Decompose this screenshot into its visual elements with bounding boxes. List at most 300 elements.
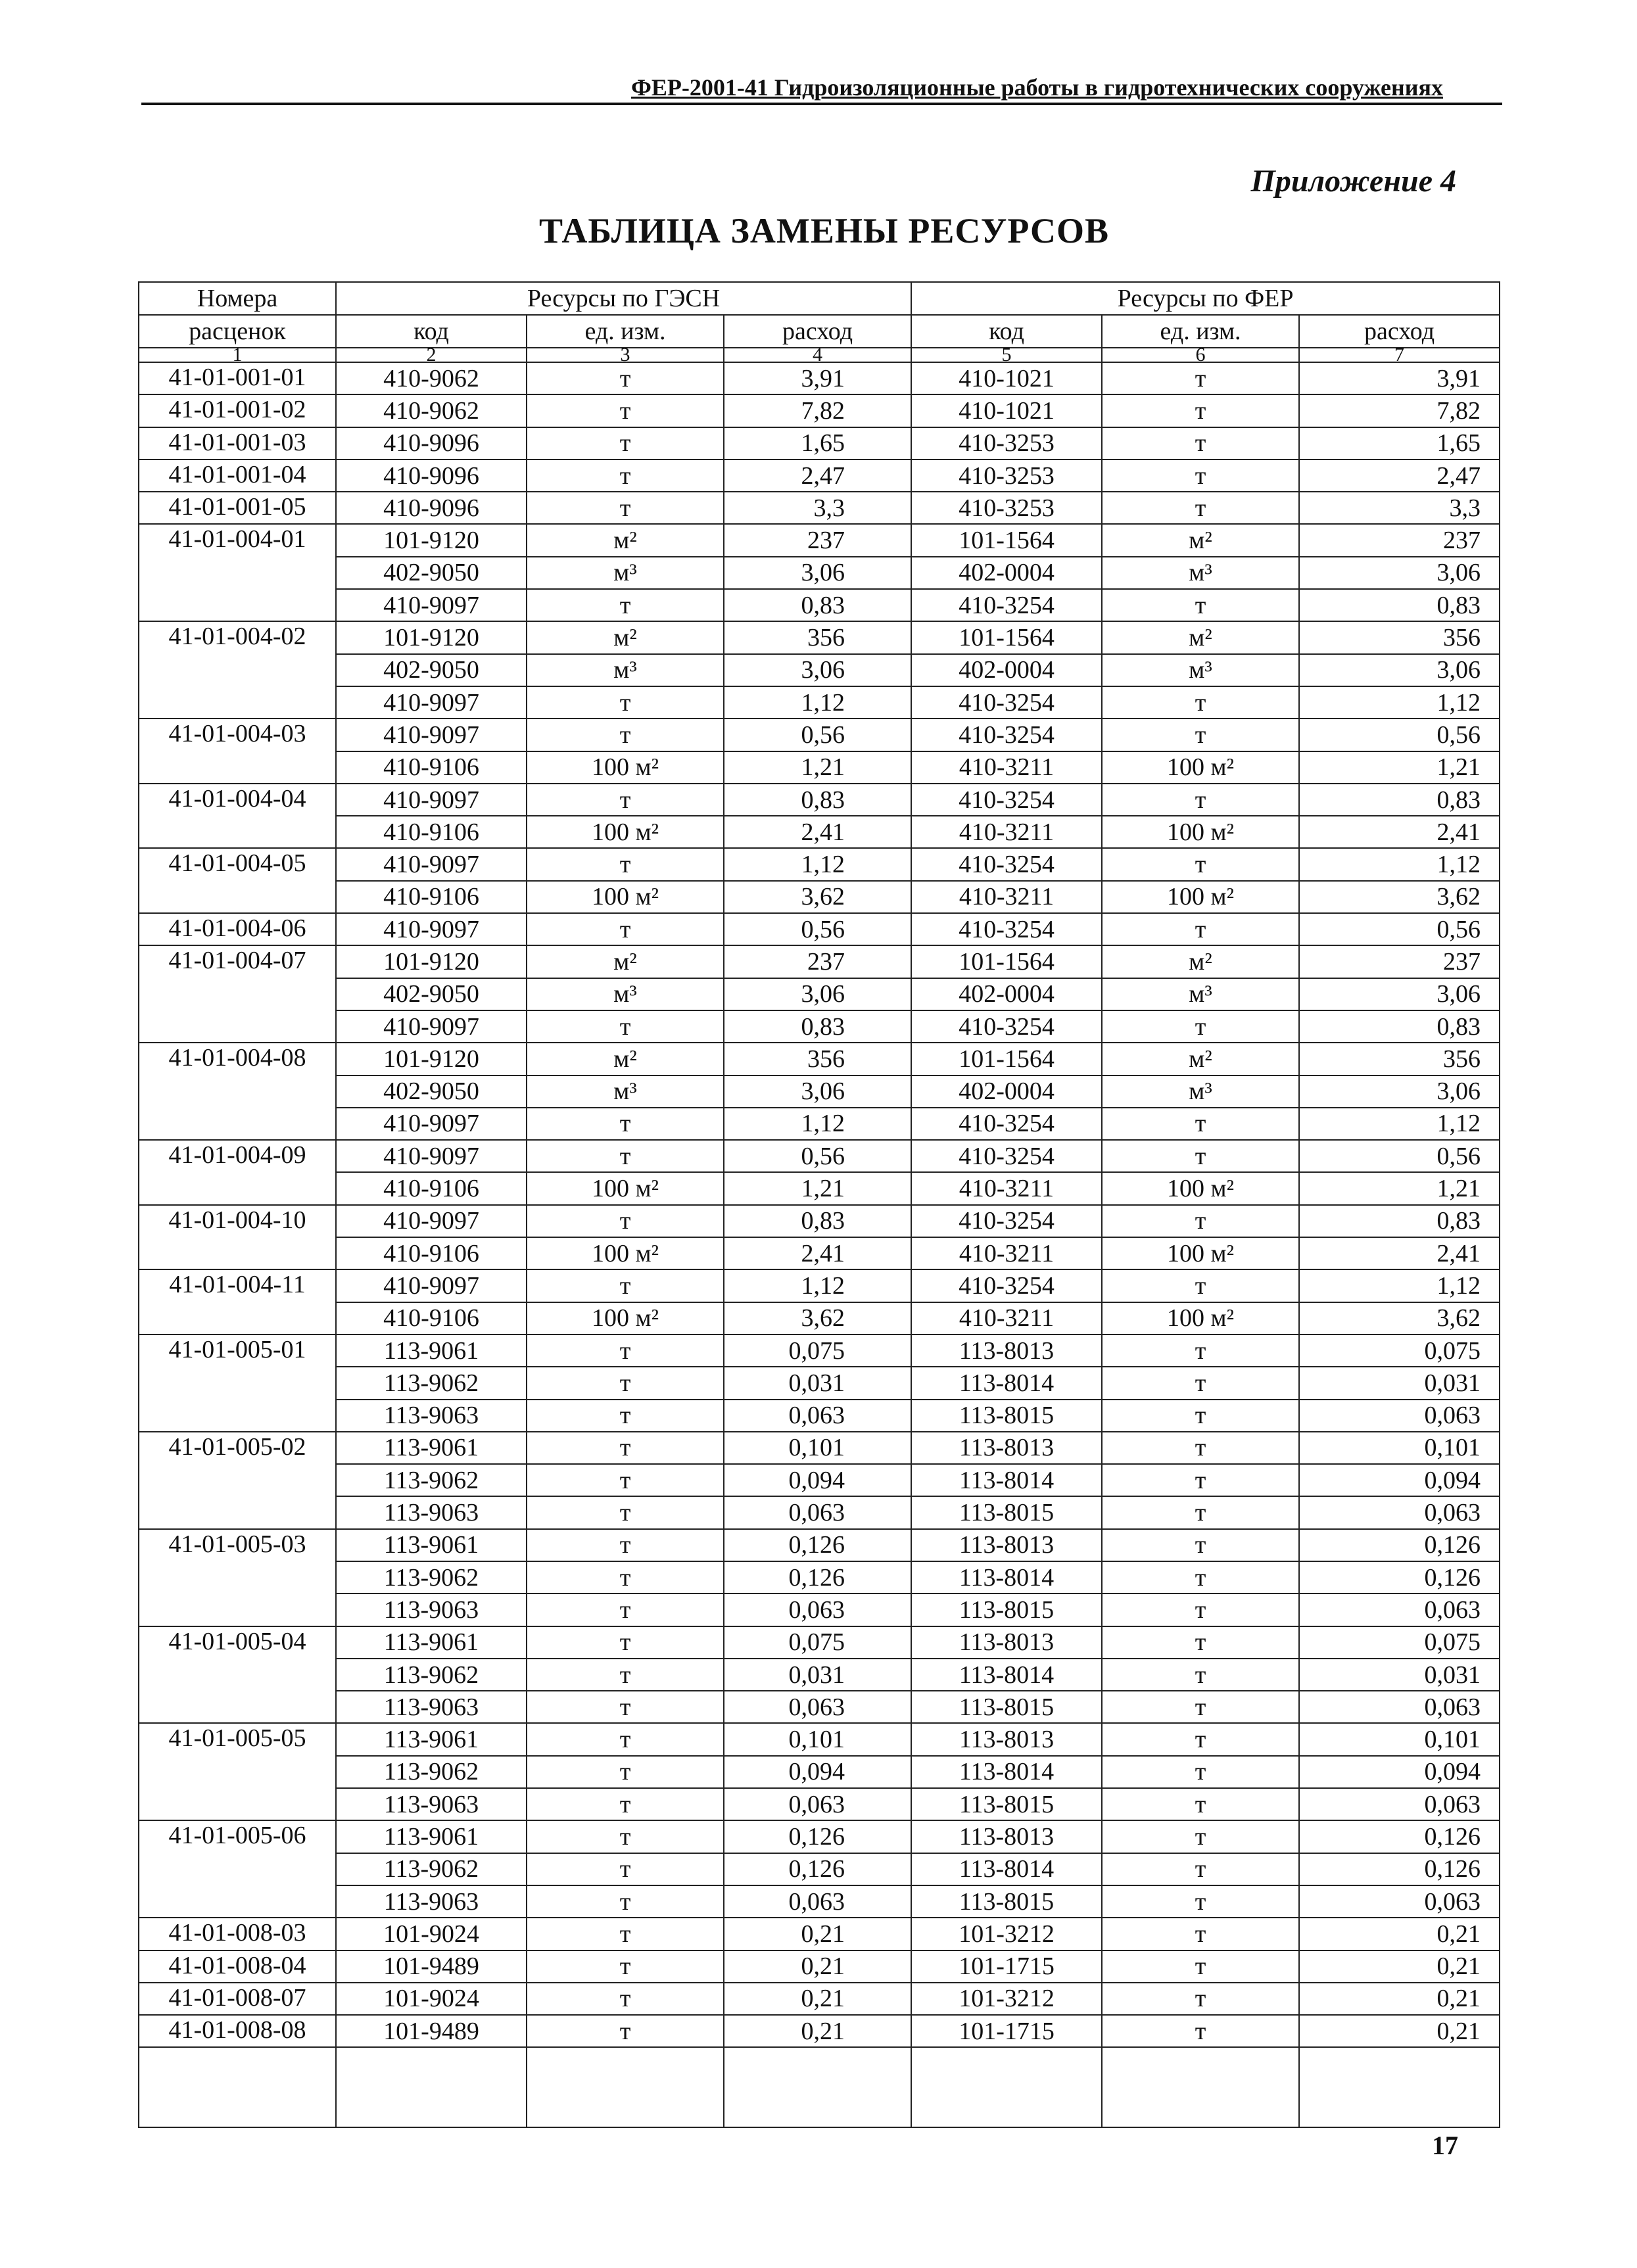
table-row (139, 1626, 1500, 1659)
fer-rate-cell: 0,063 (1299, 1400, 1500, 1432)
gesn-code-cell: 402-9050 (336, 654, 527, 686)
fer-code-cell: 402-0004 (911, 654, 1102, 686)
gesn-rate-cell: 0,21 (724, 1918, 911, 1950)
column-number: 1 (139, 348, 336, 362)
fer-code-cell: 101-1564 (911, 1043, 1102, 1075)
fer-code-cell: 113-8014 (911, 1853, 1102, 1885)
gesn-rate-cell: 3,06 (724, 1075, 911, 1108)
fer-rate-cell: 2,41 (1299, 1237, 1500, 1269)
table-row (139, 557, 1500, 589)
fer-code-cell: 410-3253 (911, 460, 1102, 492)
fer-unit-cell: т (1102, 1496, 1299, 1528)
gesn-unit-cell: т (527, 394, 724, 427)
table-row (139, 1043, 1500, 1075)
fer-unit-cell: т (1102, 427, 1299, 460)
header-number-2: расценок (139, 315, 336, 348)
gesn-unit-cell: т (527, 1108, 724, 1140)
table-row (139, 1140, 1500, 1172)
fer-rate-cell: 2,47 (1299, 460, 1500, 492)
fer-rate-cell: 0,063 (1299, 1691, 1500, 1723)
gesn-unit-cell: т (527, 1918, 724, 1950)
fer-unit-cell: т (1102, 848, 1299, 880)
table-row (139, 621, 1500, 653)
table-row (139, 1918, 1500, 1950)
gesn-code-cell: 410-9097 (336, 913, 527, 945)
gesn-unit-cell: т (527, 1885, 724, 1918)
header-gesn-group: Ресурсы по ГЭСН (336, 282, 911, 315)
gesn-rate-cell: 1,12 (724, 686, 911, 719)
gesn-rate-cell: 3,91 (724, 362, 911, 394)
gesn-rate-cell: 0,031 (724, 1367, 911, 1399)
gesn-rate-cell: 0,56 (724, 719, 911, 751)
gesn-rate-cell: 0,56 (724, 1140, 911, 1172)
gesn-unit-cell: т (527, 1659, 724, 1691)
fer-rate-cell: 0,126 (1299, 1561, 1500, 1594)
fer-rate-cell: 0,075 (1299, 1335, 1500, 1367)
fer-code-cell: 410-3211 (911, 881, 1102, 913)
gesn-unit-cell: т (527, 1400, 724, 1432)
gesn-code-cell: 402-9050 (336, 978, 527, 1010)
table-row (139, 1561, 1500, 1594)
fer-code-cell: 113-8014 (911, 1756, 1102, 1788)
table-row (139, 1885, 1500, 1918)
fer-unit-cell: т (1102, 686, 1299, 719)
gesn-unit-cell: т (527, 1367, 724, 1399)
fer-code-cell: 410-3253 (911, 427, 1102, 460)
table-row (139, 1302, 1500, 1335)
gesn-code-cell: 113-9061 (336, 1626, 527, 1659)
gesn-unit-cell: 100 м² (527, 816, 724, 848)
fer-code-cell: 410-1021 (911, 362, 1102, 394)
table-row (139, 784, 1500, 816)
gesn-unit-cell: т (527, 1561, 724, 1594)
gesn-rate-cell: 3,06 (724, 654, 911, 686)
header-fer-unit: ед. изм. (1102, 315, 1299, 348)
fer-rate-cell: 7,82 (1299, 394, 1500, 427)
rate-number-cell: 41-01-001-02 (139, 394, 336, 427)
fer-rate-cell: 0,126 (1299, 1853, 1500, 1885)
gesn-unit-cell: т (527, 719, 724, 751)
gesn-rate-cell: 0,83 (724, 1205, 911, 1237)
fer-rate-cell: 3,06 (1299, 654, 1500, 686)
fer-unit-cell: т (1102, 460, 1299, 492)
fer-code-cell: 101-1715 (911, 1950, 1102, 1983)
gesn-unit-cell: т (527, 1723, 724, 1755)
fer-code-cell: 410-1021 (911, 394, 1102, 427)
running-header-text: ФЕР-2001-41 Гидроизоляционные работы в гидротехнических сооружениях (630, 74, 1443, 101)
table-row (139, 1756, 1500, 1788)
table-row (139, 1950, 1500, 1983)
rate-number-cell: 41-01-001-01 (139, 362, 336, 394)
gesn-unit-cell: т (527, 1820, 724, 1853)
gesn-code-cell: 113-9062 (336, 1464, 527, 1496)
gesn-unit-cell: т (527, 492, 724, 524)
gesn-code-cell: 113-9063 (336, 1400, 527, 1432)
gesn-unit-cell: т (527, 1983, 724, 2015)
table-row (139, 1820, 1500, 1853)
rate-number-cell: 41-01-004-11 (139, 1269, 336, 1335)
rate-number-cell: 41-01-005-01 (139, 1335, 336, 1432)
fer-code-cell: 402-0004 (911, 1075, 1102, 1108)
rate-number-cell: 41-01-008-04 (139, 1950, 336, 1983)
fer-code-cell: 410-3253 (911, 492, 1102, 524)
table-row (139, 524, 1500, 556)
gesn-unit-cell: т (527, 427, 724, 460)
table-row (139, 848, 1500, 880)
gesn-rate-cell: 1,21 (724, 1172, 911, 1204)
gesn-rate-cell: 2,47 (724, 460, 911, 492)
gesn-rate-cell: 0,063 (724, 1594, 911, 1626)
fer-code-cell: 113-8013 (911, 1626, 1102, 1659)
fer-code-cell: 410-3211 (911, 1172, 1102, 1204)
fer-unit-cell: т (1102, 1269, 1299, 1302)
gesn-unit-cell: т (527, 1496, 724, 1528)
empty-cell (139, 2047, 336, 2127)
table-row (139, 1075, 1500, 1108)
fer-code-cell: 410-3254 (911, 1205, 1102, 1237)
table-row (139, 362, 1500, 394)
fer-unit-cell: т (1102, 1820, 1299, 1853)
fer-code-cell: 113-8015 (911, 1885, 1102, 1918)
gesn-rate-cell: 3,06 (724, 978, 911, 1010)
fer-code-cell: 101-3212 (911, 1918, 1102, 1950)
fer-unit-cell: т (1102, 1788, 1299, 1820)
fer-code-cell: 410-3254 (911, 1010, 1102, 1043)
gesn-code-cell: 113-9063 (336, 1885, 527, 1918)
empty-cell (911, 2047, 1102, 2127)
gesn-unit-cell: т (527, 589, 724, 621)
header-fer-code: код (911, 315, 1102, 348)
fer-unit-cell: т (1102, 913, 1299, 945)
rate-number-cell: 41-01-004-05 (139, 848, 336, 913)
fer-rate-cell: 0,21 (1299, 1983, 1500, 2015)
gesn-unit-cell: 100 м² (527, 751, 724, 784)
gesn-code-cell: 410-9096 (336, 427, 527, 460)
table-row (139, 1788, 1500, 1820)
fer-code-cell: 113-8013 (911, 1723, 1102, 1755)
fer-unit-cell: т (1102, 1205, 1299, 1237)
gesn-code-cell: 410-9062 (336, 362, 527, 394)
fer-unit-cell: т (1102, 1723, 1299, 1755)
table-row (139, 2015, 1500, 2047)
fer-code-cell: 113-8015 (911, 1496, 1102, 1528)
fer-code-cell: 410-3211 (911, 1302, 1102, 1335)
gesn-code-cell: 410-9097 (336, 1010, 527, 1043)
gesn-code-cell: 410-9106 (336, 1302, 527, 1335)
gesn-code-cell: 113-9061 (336, 1432, 527, 1464)
gesn-code-cell: 113-9062 (336, 1659, 527, 1691)
gesn-code-cell: 113-9062 (336, 1561, 527, 1594)
column-number: 5 (911, 348, 1102, 362)
gesn-rate-cell: 3,06 (724, 557, 911, 589)
fer-unit-cell: т (1102, 1950, 1299, 1983)
fer-rate-cell: 0,063 (1299, 1594, 1500, 1626)
gesn-rate-cell: 0,094 (724, 1756, 911, 1788)
gesn-rate-cell: 0,075 (724, 1626, 911, 1659)
fer-code-cell: 113-8013 (911, 1820, 1102, 1853)
table-row (139, 1464, 1500, 1496)
column-number: 7 (1299, 348, 1500, 362)
fer-rate-cell: 0,21 (1299, 1918, 1500, 1950)
rate-number-cell: 41-01-004-10 (139, 1205, 336, 1270)
rate-number-cell: 41-01-004-09 (139, 1140, 336, 1205)
empty-filler-row (139, 2047, 1500, 2127)
gesn-rate-cell: 0,21 (724, 1950, 911, 1983)
fer-rate-cell: 0,21 (1299, 1950, 1500, 1983)
gesn-unit-cell: т (527, 1853, 724, 1885)
gesn-rate-cell: 0,063 (724, 1788, 911, 1820)
fer-unit-cell: т (1102, 492, 1299, 524)
column-number: 3 (527, 348, 724, 362)
gesn-code-cell: 113-9063 (336, 1788, 527, 1820)
empty-cell (1299, 2047, 1500, 2127)
gesn-rate-cell: 0,063 (724, 1691, 911, 1723)
gesn-unit-cell: т (527, 460, 724, 492)
fer-code-cell: 410-3211 (911, 751, 1102, 784)
gesn-code-cell: 113-9063 (336, 1496, 527, 1528)
gesn-unit-cell: т (527, 1788, 724, 1820)
empty-cell (336, 2047, 527, 2127)
table-row (139, 1432, 1500, 1464)
fer-rate-cell: 1,12 (1299, 1108, 1500, 1140)
fer-code-cell: 113-8014 (911, 1561, 1102, 1594)
fer-rate-cell: 0,126 (1299, 1529, 1500, 1561)
gesn-code-cell: 101-9120 (336, 1043, 527, 1075)
gesn-unit-cell: т (527, 1691, 724, 1723)
fer-unit-cell: т (1102, 1529, 1299, 1561)
gesn-unit-cell: т (527, 1950, 724, 1983)
fer-rate-cell: 0,063 (1299, 1496, 1500, 1528)
rate-number-cell: 41-01-004-01 (139, 524, 336, 621)
gesn-code-cell: 410-9062 (336, 394, 527, 427)
gesn-rate-cell: 0,101 (724, 1432, 911, 1464)
gesn-unit-cell: т (527, 784, 724, 816)
gesn-code-cell: 113-9062 (336, 1853, 527, 1885)
gesn-unit-cell: т (527, 1594, 724, 1626)
rate-number-cell: 41-01-001-04 (139, 460, 336, 492)
gesn-unit-cell: м² (527, 524, 724, 556)
gesn-rate-cell: 2,41 (724, 1237, 911, 1269)
table-row (139, 945, 1500, 978)
fer-unit-cell: т (1102, 1367, 1299, 1399)
fer-code-cell: 410-3254 (911, 1140, 1102, 1172)
fer-rate-cell: 2,41 (1299, 816, 1500, 848)
gesn-code-cell: 410-9097 (336, 686, 527, 719)
fer-rate-cell: 3,06 (1299, 557, 1500, 589)
fer-unit-cell: т (1102, 1140, 1299, 1172)
fer-unit-cell: м² (1102, 945, 1299, 978)
rate-number-cell: 41-01-001-05 (139, 492, 336, 524)
empty-cell (1102, 2047, 1299, 2127)
fer-rate-cell: 0,063 (1299, 1885, 1500, 1918)
table-body (139, 362, 1500, 2127)
table-row (139, 1108, 1500, 1140)
gesn-rate-cell: 0,126 (724, 1853, 911, 1885)
fer-rate-cell: 0,126 (1299, 1820, 1500, 1853)
fer-code-cell: 410-3211 (911, 1237, 1102, 1269)
fer-rate-cell: 356 (1299, 621, 1500, 653)
table-row (139, 1205, 1500, 1237)
fer-unit-cell: т (1102, 1108, 1299, 1140)
fer-rate-cell: 3,06 (1299, 978, 1500, 1010)
gesn-rate-cell: 2,41 (724, 816, 911, 848)
fer-code-cell: 113-8013 (911, 1432, 1102, 1464)
gesn-rate-cell: 3,62 (724, 881, 911, 913)
fer-unit-cell: т (1102, 1400, 1299, 1432)
table-row (139, 751, 1500, 784)
fer-unit-cell: м² (1102, 524, 1299, 556)
gesn-unit-cell: т (527, 686, 724, 719)
fer-unit-cell: м² (1102, 621, 1299, 653)
gesn-rate-cell: 0,075 (724, 1335, 911, 1367)
gesn-code-cell: 101-9024 (336, 1983, 527, 2015)
gesn-code-cell: 101-9024 (336, 1918, 527, 1950)
table-row (139, 1659, 1500, 1691)
fer-rate-cell: 1,12 (1299, 848, 1500, 880)
fer-rate-cell: 1,65 (1299, 427, 1500, 460)
rate-number-cell: 41-01-004-03 (139, 719, 336, 784)
header-fer-group: Ресурсы по ФЕР (911, 282, 1500, 315)
gesn-code-cell: 402-9050 (336, 557, 527, 589)
table-row (139, 1335, 1500, 1367)
gesn-unit-cell: 100 м² (527, 1237, 724, 1269)
rate-number-cell: 41-01-004-02 (139, 621, 336, 719)
gesn-code-cell: 410-9097 (336, 1108, 527, 1140)
appendix-label: Приложение 4 (1250, 164, 1456, 199)
empty-cell (724, 2047, 911, 2127)
table-row (139, 1853, 1500, 1885)
gesn-rate-cell: 0,21 (724, 1983, 911, 2015)
table-row (139, 1367, 1500, 1399)
fer-unit-cell: м³ (1102, 1075, 1299, 1108)
rate-number-cell: 41-01-005-05 (139, 1723, 336, 1820)
fer-rate-cell: 0,83 (1299, 589, 1500, 621)
table-row (139, 913, 1500, 945)
gesn-code-cell: 113-9063 (336, 1691, 527, 1723)
fer-code-cell: 113-8015 (911, 1691, 1102, 1723)
table-row (139, 394, 1500, 427)
table-row (139, 1237, 1500, 1269)
gesn-rate-cell: 1,21 (724, 751, 911, 784)
gesn-unit-cell: т (527, 1140, 724, 1172)
fer-code-cell: 113-8013 (911, 1335, 1102, 1367)
gesn-unit-cell: т (527, 1432, 724, 1464)
gesn-rate-cell: 0,063 (724, 1885, 911, 1918)
table-row (139, 654, 1500, 686)
header-gesn-rate: расход (724, 315, 911, 348)
fer-unit-cell: т (1102, 589, 1299, 621)
gesn-unit-cell: т (527, 362, 724, 394)
table-row (139, 1594, 1500, 1626)
fer-rate-cell: 237 (1299, 524, 1500, 556)
fer-unit-cell: м³ (1102, 557, 1299, 589)
fer-unit-cell: т (1102, 1756, 1299, 1788)
gesn-code-cell: 410-9106 (336, 1172, 527, 1204)
gesn-rate-cell: 1,12 (724, 848, 911, 880)
fer-unit-cell: т (1102, 1626, 1299, 1659)
table-row (139, 816, 1500, 848)
header-gesn-unit: ед. изм. (527, 315, 724, 348)
gesn-code-cell: 113-9063 (336, 1594, 527, 1626)
table-row (139, 589, 1500, 621)
fer-rate-cell: 0,075 (1299, 1626, 1500, 1659)
gesn-rate-cell: 0,56 (724, 913, 911, 945)
table-row (139, 460, 1500, 492)
gesn-rate-cell: 237 (724, 524, 911, 556)
rate-number-cell: 41-01-001-03 (139, 427, 336, 460)
gesn-rate-cell: 0,126 (724, 1820, 911, 1853)
fer-code-cell: 402-0004 (911, 557, 1102, 589)
table-row (139, 1172, 1500, 1204)
fer-rate-cell: 356 (1299, 1043, 1500, 1075)
gesn-unit-cell: т (527, 1269, 724, 1302)
fer-code-cell: 410-3254 (911, 686, 1102, 719)
fer-rate-cell: 0,83 (1299, 784, 1500, 816)
gesn-code-cell: 101-9489 (336, 1950, 527, 1983)
column-number: 4 (724, 348, 911, 362)
fer-rate-cell: 0,031 (1299, 1659, 1500, 1691)
fer-rate-cell: 1,21 (1299, 751, 1500, 784)
table-row (139, 1400, 1500, 1432)
gesn-rate-cell: 356 (724, 1043, 911, 1075)
fer-unit-cell: м² (1102, 1043, 1299, 1075)
gesn-unit-cell: т (527, 1464, 724, 1496)
fer-code-cell: 410-3211 (911, 816, 1102, 848)
fer-rate-cell: 1,12 (1299, 686, 1500, 719)
fer-unit-cell: т (1102, 1853, 1299, 1885)
gesn-unit-cell: т (527, 1335, 724, 1367)
table-row (139, 1691, 1500, 1723)
gesn-unit-cell: 100 м² (527, 881, 724, 913)
fer-unit-cell: т (1102, 1335, 1299, 1367)
gesn-rate-cell: 1,65 (724, 427, 911, 460)
fer-code-cell: 113-8014 (911, 1464, 1102, 1496)
gesn-code-cell: 410-9097 (336, 848, 527, 880)
fer-unit-cell: т (1102, 362, 1299, 394)
fer-code-cell: 410-3254 (911, 589, 1102, 621)
fer-unit-cell: т (1102, 1432, 1299, 1464)
table-header-row-2 (139, 315, 1500, 348)
gesn-rate-cell: 1,12 (724, 1108, 911, 1140)
table-row (139, 1010, 1500, 1043)
gesn-code-cell: 113-9061 (336, 1723, 527, 1755)
gesn-rate-cell: 0,83 (724, 589, 911, 621)
page-number: 17 (1432, 2131, 1458, 2160)
fer-code-cell: 410-3254 (911, 848, 1102, 880)
fer-rate-cell: 3,3 (1299, 492, 1500, 524)
gesn-code-cell: 101-9120 (336, 945, 527, 978)
gesn-code-cell: 101-9120 (336, 524, 527, 556)
table-header-row-1 (139, 282, 1500, 315)
gesn-unit-cell: м² (527, 945, 724, 978)
gesn-code-cell: 410-9097 (336, 1140, 527, 1172)
fer-unit-cell: т (1102, 1561, 1299, 1594)
fer-code-cell: 101-3212 (911, 1983, 1102, 2015)
gesn-unit-cell: м³ (527, 1075, 724, 1108)
gesn-code-cell: 410-9096 (336, 492, 527, 524)
gesn-code-cell: 410-9097 (336, 1205, 527, 1237)
gesn-code-cell: 113-9062 (336, 1756, 527, 1788)
fer-code-cell: 410-3254 (911, 913, 1102, 945)
gesn-rate-cell: 237 (724, 945, 911, 978)
table-row (139, 1529, 1500, 1561)
rate-number-cell: 41-01-004-08 (139, 1043, 336, 1140)
fer-code-cell: 101-1564 (911, 945, 1102, 978)
header-fer-rate: расход (1299, 315, 1500, 348)
gesn-rate-cell: 0,063 (724, 1400, 911, 1432)
gesn-code-cell: 410-9106 (336, 816, 527, 848)
fer-code-cell: 113-8013 (911, 1529, 1102, 1561)
